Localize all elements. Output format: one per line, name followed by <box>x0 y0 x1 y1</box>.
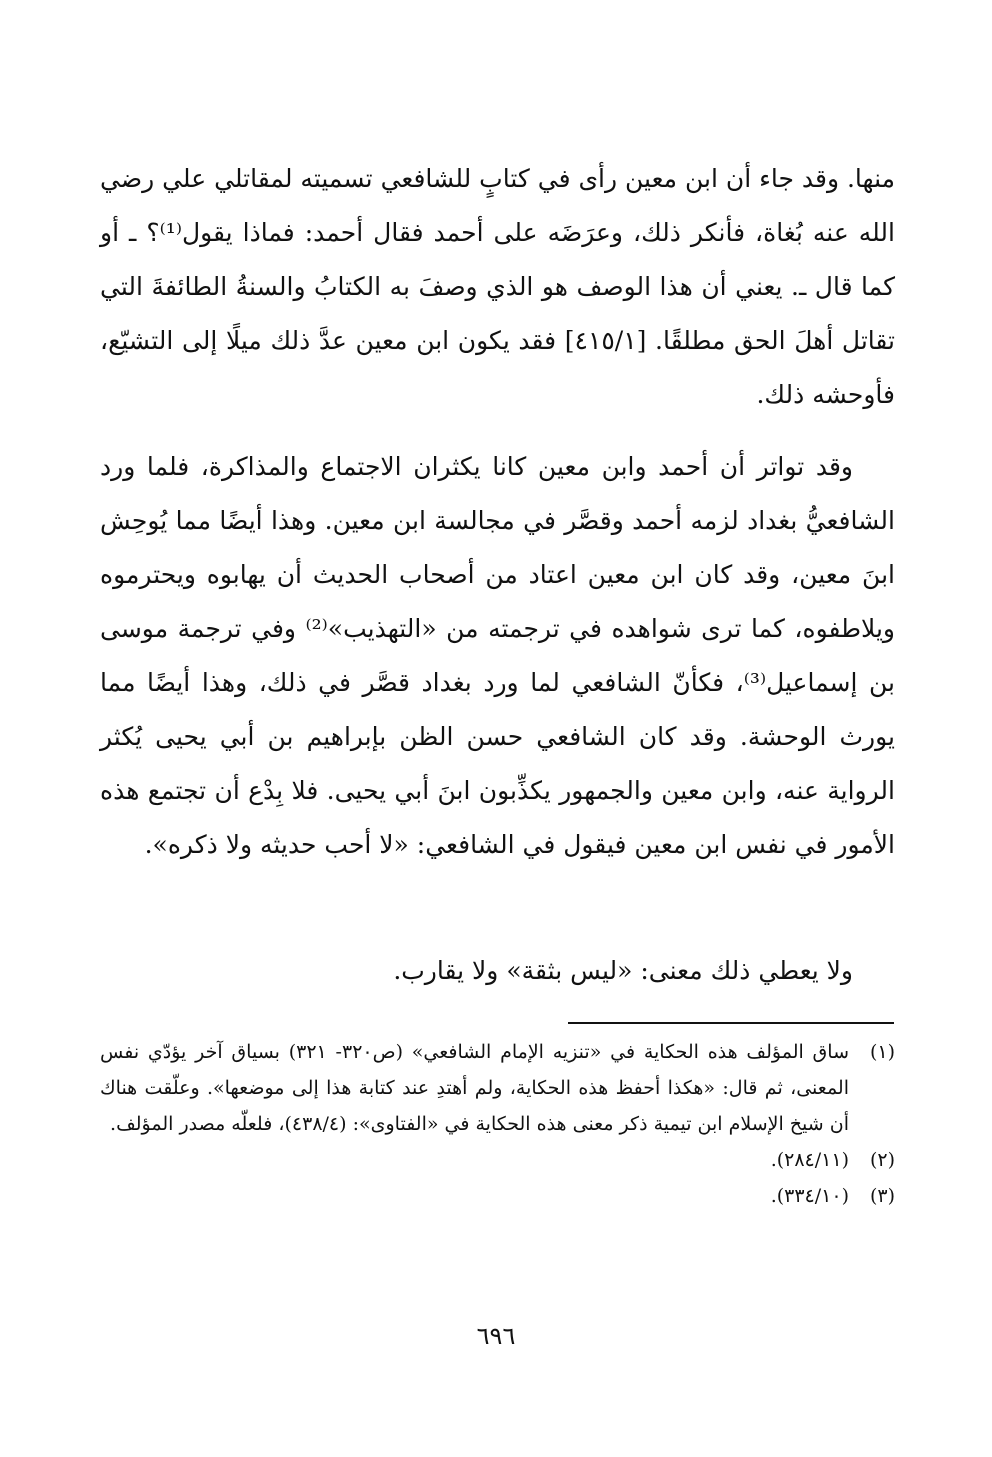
footnote-number: (٣) <box>869 1185 895 1207</box>
body-paragraph-1 <box>100 152 895 422</box>
page-number: ٦٩٦ <box>476 1322 516 1350</box>
paragraph-text: منها. وقد جاء أن ابن معين رأى في كتابٍ للشافعي تسميته لمقاتلي علي رضي الله عنه بُغاة، فأنكر ذلك، وعرَضَه على أحمد فقال أحمد: فماذا يقول⁽¹⁾؟ ـ أو كما قال ـ. يعني أن هذا الوصف هو الذي وصفَ به الكتابُ والسنةُ الطائفةَ التي تقاتل أهلَ الحق مطلقًا. [٤١٥/١] فقد يكون ابن معين عدَّ ذلك ميلًا إلى التشيّع، فأوحشه ذلك. <box>100 164 896 409</box>
body-paragraph-3 <box>100 944 895 998</box>
footnote-text: (٢٨٤/١١). <box>770 1149 849 1171</box>
body-paragraph-2 <box>100 440 895 872</box>
footnotes <box>100 1034 895 1214</box>
footnote-text: (٣٣٤/١٠). <box>770 1185 849 1207</box>
footnote-text: ساق المؤلف هذه الحكاية في «تنزيه الإمام الشافعي» (ص٣٢٠- ٣٢١) بسياق آخر يؤدّي نفس المعنى، ثم قال: «هكذا أحفظ هذه الحكاية، ولم أهتدِ عند كتابة هذا إلى موضعها». وعلّقت هناك أن شيخ الإسلام ابن تيمية ذكر معنى هذه الحكاية في «الفتاوى»: (٤٣٨/٤)، فلعلّه مصدر المؤلف. <box>100 1041 849 1135</box>
footnote-number: (٢) <box>869 1149 895 1171</box>
paragraph-text: ولا يعطي ذلك معنى: «ليس بثقة» ولا يقارب. <box>393 956 853 985</box>
footnote-number: (١) <box>869 1041 895 1063</box>
footnote-separator <box>568 1022 894 1024</box>
footnote-2 <box>100 1142 895 1178</box>
paragraph-text: وقد تواتر أن أحمد وابن معين كانا يكثران الاجتماع والمذاكرة، فلما ورد الشافعيُّ بغداد لزمه أحمد وقصَّر في مجالسة ابن معين. وهذا أيضًا مما يُوحِش ابنَ معين، وقد كان ابن معين اعتاد من أصحاب الحديث أن يهابوه ويحترموه ويلاطفوه، كما ترى شواهده في ترجمته من «التهذيب»⁽²⁾ وفي ترجمة موسى بن إسماعيل⁽³⁾، فكأنّ الشافعي لما ورد بغداد قصَّر في ذلك، وهذا أيضًا مما يورث الوحشة. وقد كان الشافعي حسن الظن بإبراهيم بن أبي يحيى يُكثر الرواية عنه، وابن معين والجمهور يكذِّبون ابنَ أبي يحيى. فلا بِدْع أن تجتمع هذه الأمور في نفس ابن معين فيقول في الشافعي: «لا أحب حديثه ولا ذكره». <box>100 452 896 859</box>
footnote-3 <box>100 1178 895 1214</box>
footnote-1 <box>100 1034 895 1142</box>
